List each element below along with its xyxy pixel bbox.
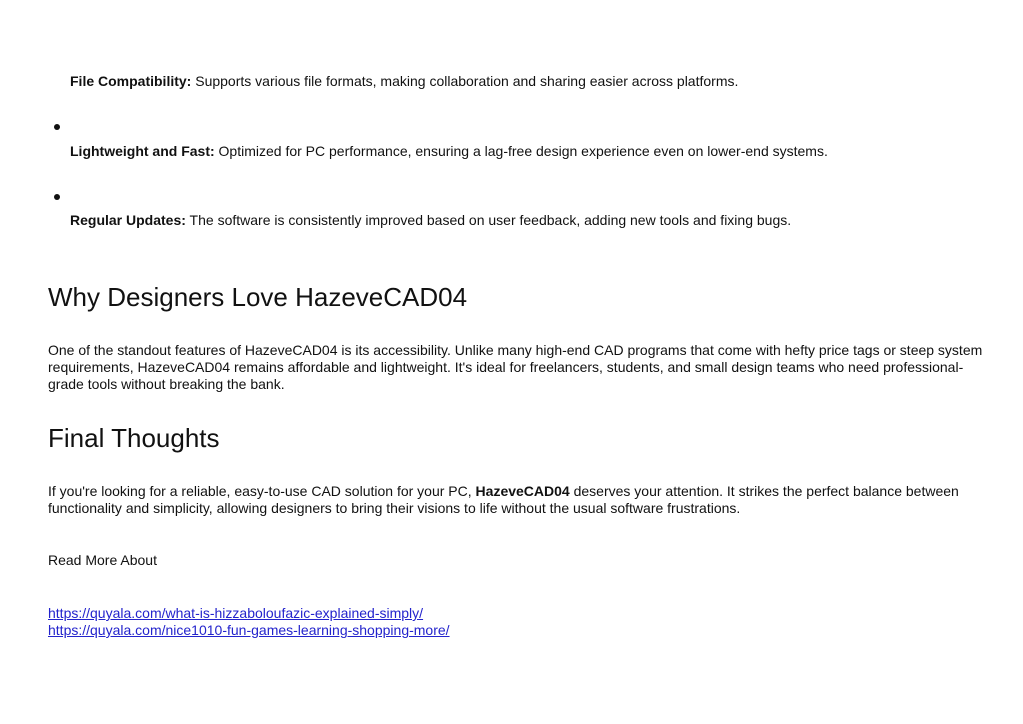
feature-text: Optimized for PC performance, ensuring a lag-free design experience even on lower-end systems. xyxy=(214,143,828,159)
read-more-links xyxy=(48,605,450,639)
feature-text: Supports various file formats, making collaboration and sharing easier across platforms. xyxy=(191,73,739,89)
paragraph-text: If you're looking for a reliable, easy-to-use CAD solution for your PC, xyxy=(48,483,476,499)
feature-text: The software is consistently improved based on user feedback, adding new tools and fixing bugs. xyxy=(185,212,792,228)
bullet-icon xyxy=(54,124,60,130)
section-paragraph-final-thoughts xyxy=(48,483,983,517)
product-name: HazeveCAD04 xyxy=(475,483,570,499)
feature-item-regular-updates xyxy=(70,212,1000,229)
paragraph-text: deserves your attention. It strikes the perfect balance between functionality and simplicity, allowing designers to bring their visions to life without the usual software frustrations. xyxy=(48,483,959,516)
section-heading-why-designers: Why Designers Love HazeveCAD04 xyxy=(48,282,468,312)
read-more-link-hizzaboloufazic[interactable]: https://quyala.com/what-is-hizzaboloufazic-explained-simply/ xyxy=(48,605,424,621)
bullet-icon xyxy=(54,194,60,200)
section-heading-final-thoughts: Final Thoughts xyxy=(48,423,220,453)
feature-title: File Compatibility: xyxy=(70,73,192,89)
feature-item-lightweight xyxy=(70,143,1000,160)
section-paragraph-why-designers: One of the standout features of HazeveCAD04 is its accessibility. Unlike many high-end CAD programs that come with hefty price tags or steep system requirements, HazeveCAD04 remains affordable and lightweight. It's ideal for freelancers, students, and small design teams who need professional-grade tools without breaking the bank. xyxy=(48,342,983,392)
feature-item-file-compatibility xyxy=(70,73,1000,90)
read-more-label: Read More About xyxy=(48,552,157,568)
feature-title: Lightweight and Fast: xyxy=(70,143,215,159)
feature-title: Regular Updates: xyxy=(70,212,186,228)
read-more-link-nice1010[interactable]: https://quyala.com/nice1010-fun-games-learning-shopping-more/ xyxy=(48,622,450,638)
